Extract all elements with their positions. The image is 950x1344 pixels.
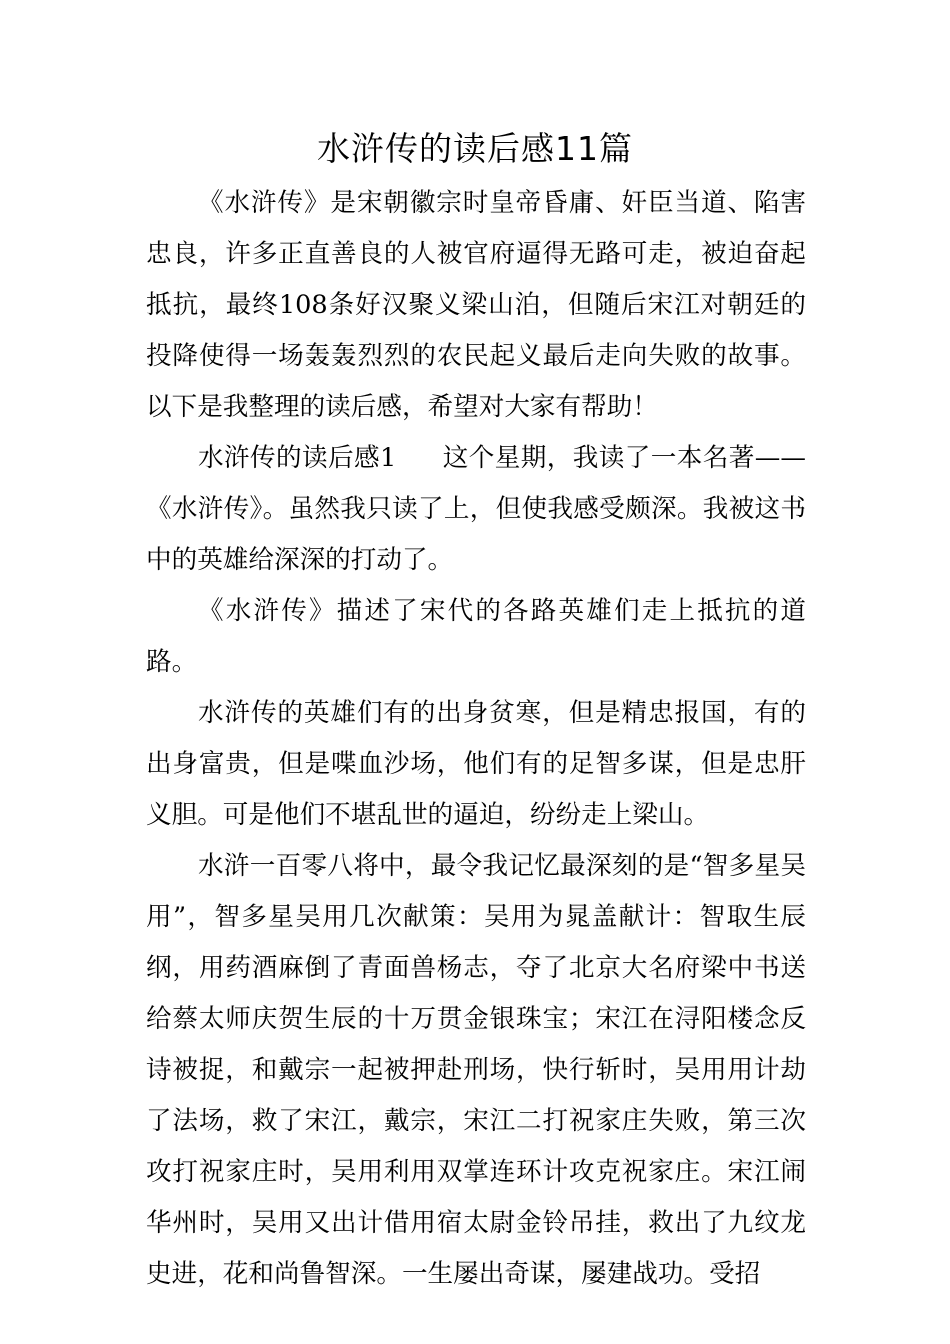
section-1-paragraph: [146, 433, 806, 586]
body-paragraph: 《水浒传》描述了宋代的各路英雄们走上抵抗的道路。: [146, 596, 806, 677]
body-paragraph: 水浒一百零八将中，最令我记忆最深刻的是“智多星吴用”，智多星吴用几次献策：吴用为晁盖献计：智取生辰纲，用药酒麻倒了青面兽杨志，夺了北京大名府梁中书送给蔡太师庆贺生辰的十万贯金银珠宝；宋江在浔阳楼念反诗被捉，和戴宗一起被押赴刑场，快行斩时，吴用用计劫了法场，救了宋江，戴宗，宋江二打祝家庄失败，第三次攻打祝家庄时，吴用利用双掌连环计攻克祝家庄。宋江闹华州时，吴用又出计借用宿太尉金铃吊挂，救出了九纹龙史进，花和尚鲁智深。一生屡出奇谋，屡建战功。受招: [146, 851, 806, 1289]
section-heading: 水浒传的读后感1: [198, 443, 397, 473]
body-paragraph: 水浒传的英雄们有的出身贫寒，但是精忠报国，有的出身富贵，但是喋血沙场，他们有的足智多谋，但是忠肝义胆。可是他们不堪乱世的逼迫，纷纷走上梁山。: [146, 698, 806, 830]
section-text: 这个星期，我读了一本名著——《水浒传》。虽然我只读了上，但使我感受颇深。我被这书中的英雄给深深的打动了。: [146, 443, 806, 575]
intro-paragraph: 《水浒传》是宋朝徽宗时皇帝昏庸、奸臣当道、陷害忠良，许多正直善良的人被官府逼得无路可走，被迫奋起抵抗，最终108条好汉聚义梁山泊，但随后宋江对朝廷的投降使得一场轰轰烈烈的农民起义最后走向失败的故事。以下是我整理的读后感，希望对大家有帮助！: [146, 188, 806, 422]
document-body: [146, 178, 806, 1300]
document-title: 水浒传的读后感11篇: [317, 129, 633, 168]
